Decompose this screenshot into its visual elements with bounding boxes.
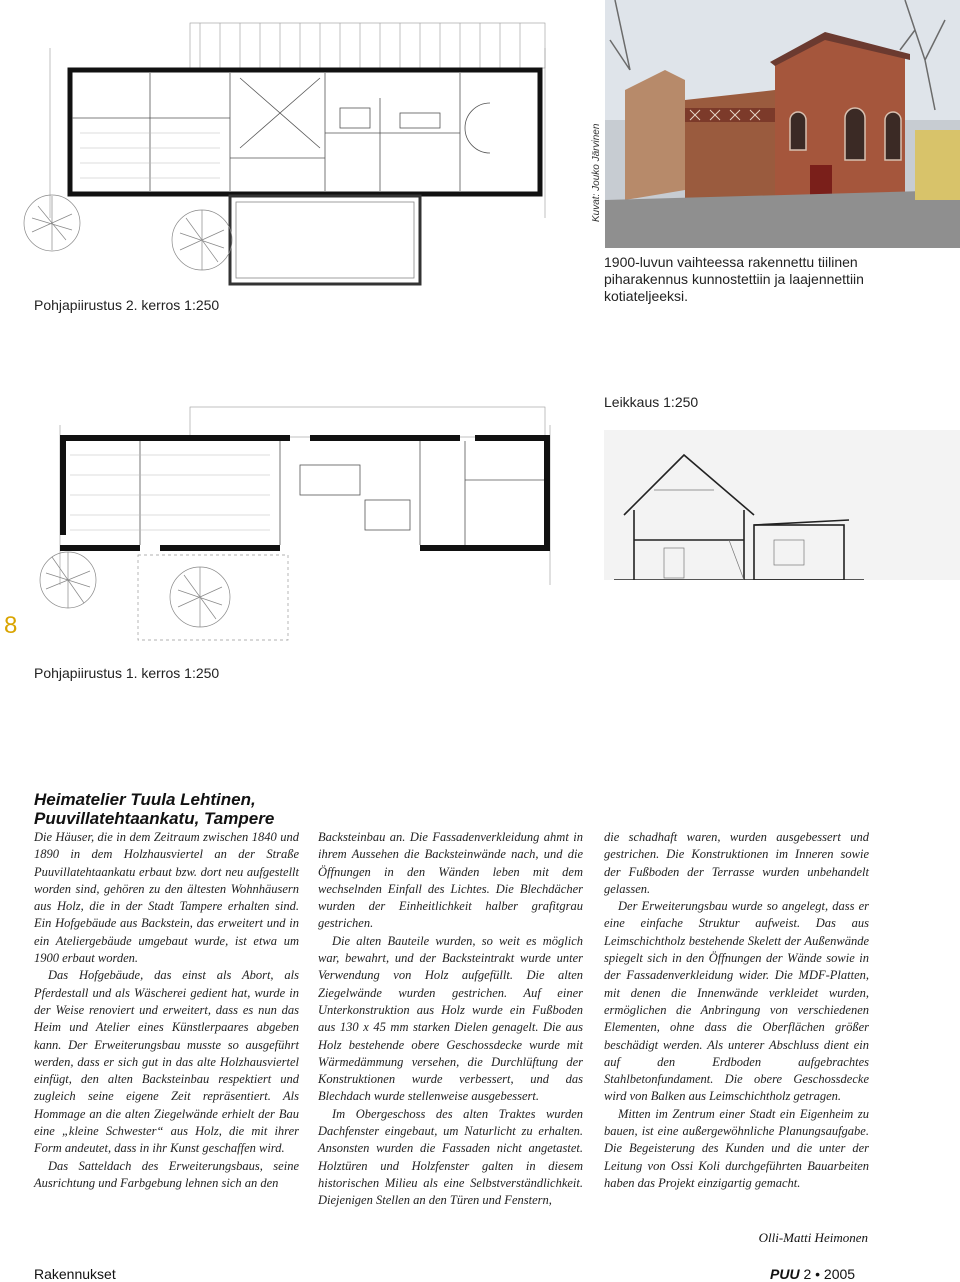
paragraph: Das Hofgebäude, das einst als Abort, als Pferdestall und als Wäscherei gedient hat, wurde in der Weise renoviert und erweitert, dass es nun das Heim und Atelier eines Künstlerpaares abgeben kann. Der Erweiterungsbau musste so ausgeführt werden, dass er sich gut in das alte Holzhausviertel einfügt, den alten Backsteinbau respektiert und zugleich seine eigene Zeit repräsentiert. Als Hommage an die alten Ziegelwände erhielt der Bau eine „kleine Schwester“ aus Holz, die mit ihrer Form andeutet, dass in ihr Kunst geschaffen wird. <box>34 968 299 1156</box>
building-photo <box>605 0 960 248</box>
paragraph: Backsteinbau an. Die Fassadenverkleidung ahmt in ihrem Aussehen die Backsteinwände nach, und die Öffnungen in den Wänden leben mit dem wechselnden Einfall des Lichtes. Die Blechdächer wurden der Einheitlichkeit halber grafitgrau gestrichen. <box>318 830 583 931</box>
article-author: Olli-Matti Heimonen <box>758 1230 868 1245</box>
article-column-1 <box>34 829 299 1192</box>
caption-section: Leikkaus 1:250 <box>604 394 699 410</box>
article-column-3 <box>604 829 869 1192</box>
floor-plan-2nd-floor <box>20 18 560 318</box>
paragraph: Mitten im Zentrum einer Stadt ein Eigenheim zu bauen, ist eine außergewöhnliche Planungsaufgabe. Die Begeisterung des Kunden und die unter der Leitung von Ossi Koli durchgeführten Bauarbeiten haben das Projekt einzigartig gemacht. <box>604 1106 869 1190</box>
caption-photo: 1900-luvun vaihteessa rakennettu tiilinen piharakennus kunnostettiin ja laajennettiin kotiateljeeksi. <box>604 254 864 304</box>
footer-brand: PUU <box>770 1266 800 1282</box>
paragraph: Im Obergeschoss des alten Traktes wurden Dachfenster eingebaut, um Naturlicht zu erhalten. Ansonsten wurden die Fassaden nicht angetastet. Holztüren und Holzfenster galten in diesem historischen Milieu als eine Selbstverständlichkeit. Diejenigen Stellen an den Türen und Fenstern, <box>318 1106 583 1208</box>
paragraph: Der Erweiterungsbau wurde so angelegt, dass er eine einfache Struktur aufweist. Das aus Leimschichtholz bestehende Skelett der Außenwände spiegelt sich in den Öffnungen der Wände sowie in der Fassadenverkleidung wider. Die MDF-Platten, mit denen die Innenwände verkleidet wurden, ermöglichen die Anbringung von verschiedenen Elementen, ohne dass die Oberflächen größer beschädigt werden. Als unterer Abschluss dient ein auf den Erdboden aufgebrachtes Stahlbetonfundament. Die obere Geschossdecke wird von Balken aus Leimschichtholz getragen. <box>604 899 869 1104</box>
caption-floor-plan-2: Pohjapiirustus 2. kerros 1:250 <box>34 297 220 313</box>
floor-plan-1st-floor <box>20 405 600 650</box>
photo-credit: Kuvat: Jouko Järvinen <box>591 123 602 222</box>
footer-issue-number: 2 • 2005 <box>803 1266 856 1282</box>
paragraph: Das Satteldach des Erweiterungsbaus, seine Ausrichtung und Farbgebung lehnen sich an den <box>34 1158 299 1190</box>
article-column-2 <box>318 829 583 1210</box>
page-number: 8 <box>4 612 18 639</box>
paragraph: die schadhaft waren, wurden ausgebessert und gestrichen. Die Konstruktionen im Inneren sowie der Fußboden der Terrasse wurden unbehandelt gelassen. <box>604 830 869 896</box>
footer-section-name: Rakennukset <box>34 1266 116 1282</box>
section-drawing <box>604 430 960 615</box>
paragraph: Die alten Bauteile wurden, so weit es möglich war, bewahrt, und der Backsteintrakt wurde unter Verwendung von Holz aufgefüllt. Die alten Ziegelwände wurden gestrichen. Auf einer Unterkonstruktion aus Holz wurde ein Fußboden aus 130 x 45 mm starken Dielen genagelt. Die aus Holz bestehende obere Geschossdecke wurde mit Wärmedämmung versehen, die Durchlüftung der Konstruktionen wurde verbessert, und das Blechdach wurde stellenweise ausgebessert. <box>318 933 583 1104</box>
paragraph: Die Häuser, die in dem Zeitraum zwischen 1840 und 1890 in dem Holzhausviertel an der Straße Puuvillatehtaankatu erbaut bzw. dort neu aufgestellt worden sind, gehören zu den ältesten Wohnhäusern aus Holz, die in der Stadt Tampere erhalten sind. Ein Hofgebäude aus Backstein, das erweitert und in ein Ateliergebäude umgebaut wurde, ist etwa um 1900 erbaut worden. <box>34 830 299 966</box>
article-title: Heimatelier Tuula Lehtinen, Puuvillatehtaankatu, Tampere <box>34 790 275 828</box>
caption-floor-plan-1: Pohjapiirustus 1. kerros 1:250 <box>34 665 220 681</box>
